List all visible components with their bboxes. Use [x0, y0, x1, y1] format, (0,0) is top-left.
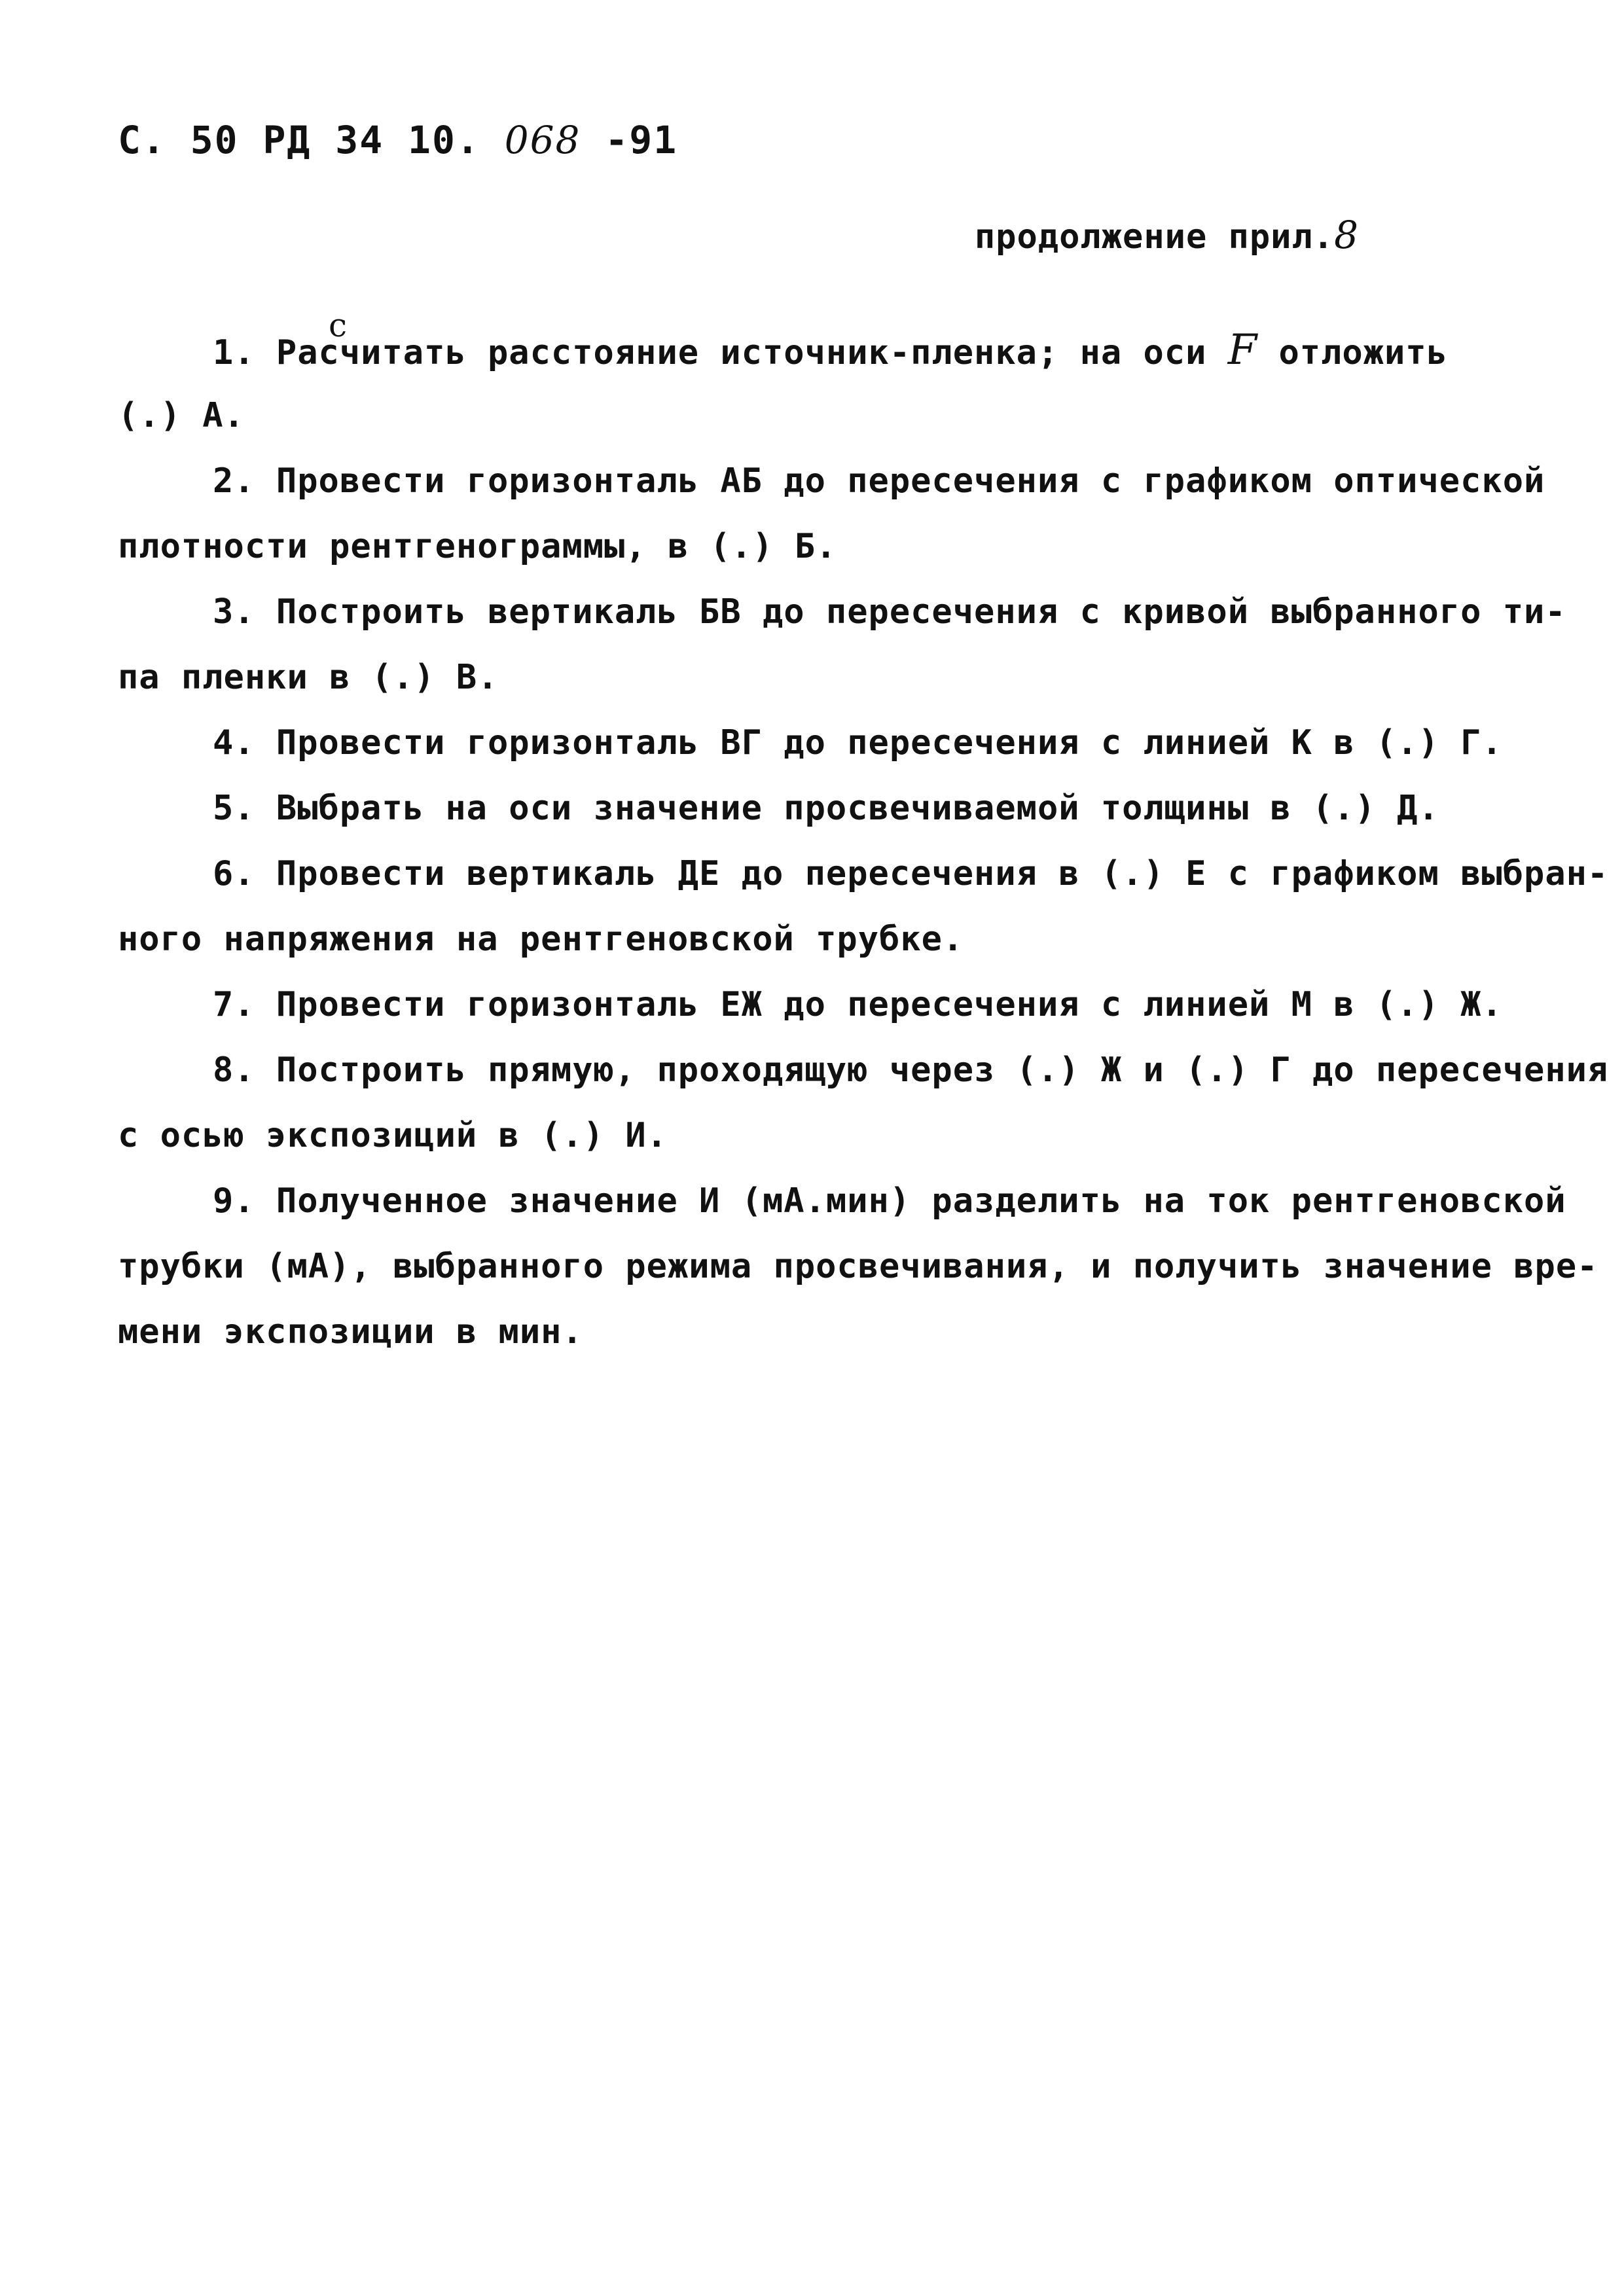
item-1-handwritten-axis: F — [1227, 326, 1258, 374]
item-3-line-2: па пленки в (.) В. — [118, 658, 499, 697]
item-9-line-1: 9. Полученное значение И (мА.мин) разделить на ток рентгеновской — [213, 1181, 1566, 1221]
page-header — [118, 118, 677, 162]
appendix-handwritten-number: 8 — [1334, 213, 1359, 257]
appendix-continuation — [975, 213, 1359, 257]
header-handwritten-number: 068 — [504, 118, 581, 162]
item-4-line-1: 4. Провести горизонталь ВГ до пересечения с линией К в (.) Г. — [213, 723, 1503, 762]
item-6-line-1: 6. Провести вертикаль ДЕ до пересечения в (.) Е с графиком выбран- — [213, 854, 1609, 893]
item-1-text-b: отложить — [1278, 333, 1448, 372]
item-3-line-1: 3. Построить вертикаль БВ до пересечения с кривой выбранного ти- — [213, 592, 1566, 632]
header-prefix: С. 50 РД 34 10. — [118, 118, 480, 162]
item-1-line-2: (.) А. — [118, 396, 245, 435]
header-suffix: -91 — [605, 118, 678, 162]
item-7-line-1: 7. Провести горизонталь ЕЖ до пересечения с линией М в (.) Ж. — [213, 985, 1503, 1024]
item-1-line-1 — [118, 317, 1558, 383]
item-9-line-3: мени экспозиции в мин. — [118, 1312, 583, 1352]
item-2-line-2: плотности рентгенограммы, в (.) Б. — [118, 527, 837, 566]
item-1-text-a: 1. Расчитать расстояние источник-пленка; на оси — [213, 333, 1207, 372]
handwritten-correction-c: с — [329, 306, 348, 344]
item-2-line-1: 2. Провести горизонталь АБ до пересечения с графиком оптической — [213, 461, 1545, 501]
instruction-list — [118, 317, 1609, 1365]
appendix-continuation-text: продолжение прил. — [974, 217, 1335, 257]
item-9-line-2: трубки (мА), выбранного режима просвечивания, и получить значение вре- — [118, 1247, 1598, 1286]
item-6-line-2: ного напряжения на рентгеновской трубке. — [118, 920, 964, 959]
item-5-line-1: 5. Выбрать на оси значение просвечиваемой толщины в (.) Д. — [213, 789, 1439, 828]
item-8-line-1: 8. Построить прямую, проходящую через (.) Ж и (.) Г до пересечения — [213, 1050, 1609, 1090]
item-8-line-2: с осью экспозиций в (.) И. — [118, 1116, 668, 1155]
